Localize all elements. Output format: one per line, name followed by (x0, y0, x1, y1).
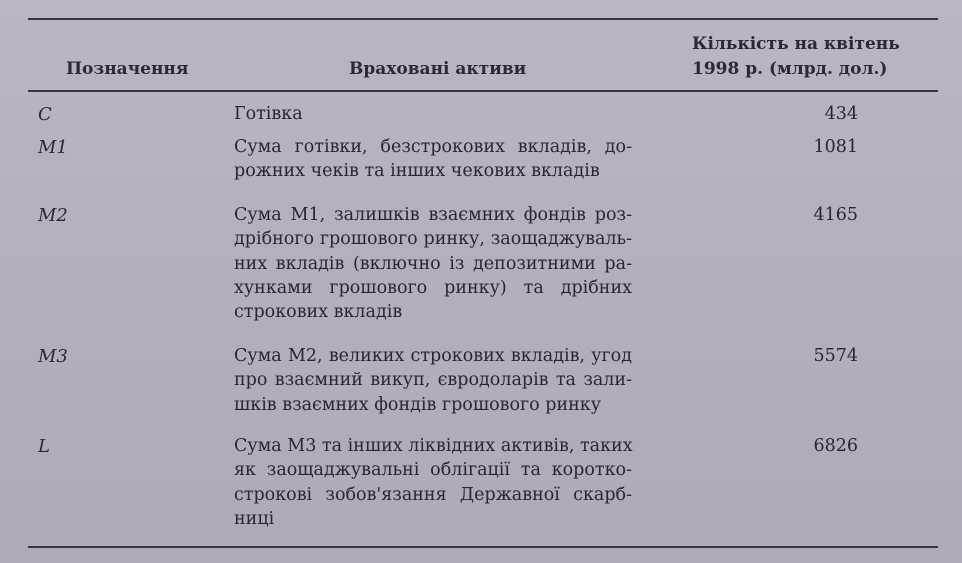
header-symbol: Позначення (66, 59, 189, 79)
row-symbol-c: C (38, 104, 52, 125)
row-symbol-l: L (38, 436, 50, 457)
row-description-line: Сума M3 та інших ліквідних активів, таких (234, 436, 633, 456)
header-amount-line1: Кількість на квітень (692, 34, 900, 54)
row-description-line: Сума M2, великих строкових вкладів, угод (234, 346, 632, 366)
header-amount-line2: 1998 р. (млрд. дол.) (692, 59, 888, 79)
header-assets: Враховані активи (349, 59, 527, 79)
row-description-m1 (234, 135, 632, 184)
header-amount (692, 32, 932, 82)
row-value-m2: 4165 (813, 205, 858, 225)
row-symbol-m3: M3 (38, 346, 68, 367)
row-symbol-m1: M1 (38, 137, 68, 158)
row-description-line: строкові зобов'язання Державної скарб- (234, 484, 632, 505)
row-description-c (234, 102, 632, 126)
row-description-line: як заощаджувальні облігації та коротко- (234, 460, 632, 481)
row-symbol-m2: M2 (38, 205, 68, 226)
row-description-line: рожних чеків та інших чекових вкладів (234, 161, 600, 182)
row-description-line: хунками грошового ринку) та дрібних (234, 277, 632, 298)
row-value-l: 6826 (813, 436, 858, 456)
table-header-rule (28, 90, 938, 92)
row-description-line: Сума готівки, безстрокових вкладів, до- (234, 137, 632, 157)
row-value-m3: 5574 (813, 346, 858, 366)
table-bottom-rule (28, 546, 938, 548)
row-description-line: шків взаємних фондів грошового ринку (234, 394, 602, 415)
row-description-line: дрібного грошового ринку, заощаджуваль- (234, 229, 632, 250)
row-description-line: них вкладів (включно із депозитними ра- (234, 253, 632, 274)
row-value-m1: 1081 (813, 137, 858, 157)
row-description-m2 (234, 203, 632, 324)
row-description-l (234, 434, 632, 531)
row-description-line: Сума M1, залишків взаємних фондів роз- (234, 205, 632, 225)
row-description-line: про взаємний викуп, євродоларів та зали- (234, 370, 632, 391)
row-description-m3 (234, 344, 632, 417)
row-description-line: строкових вкладів (234, 302, 403, 323)
row-value-c: 434 (824, 104, 858, 124)
row-description-line: ниці (234, 508, 275, 529)
table-top-rule (28, 18, 938, 20)
row-description-line: Готівка (234, 104, 303, 124)
